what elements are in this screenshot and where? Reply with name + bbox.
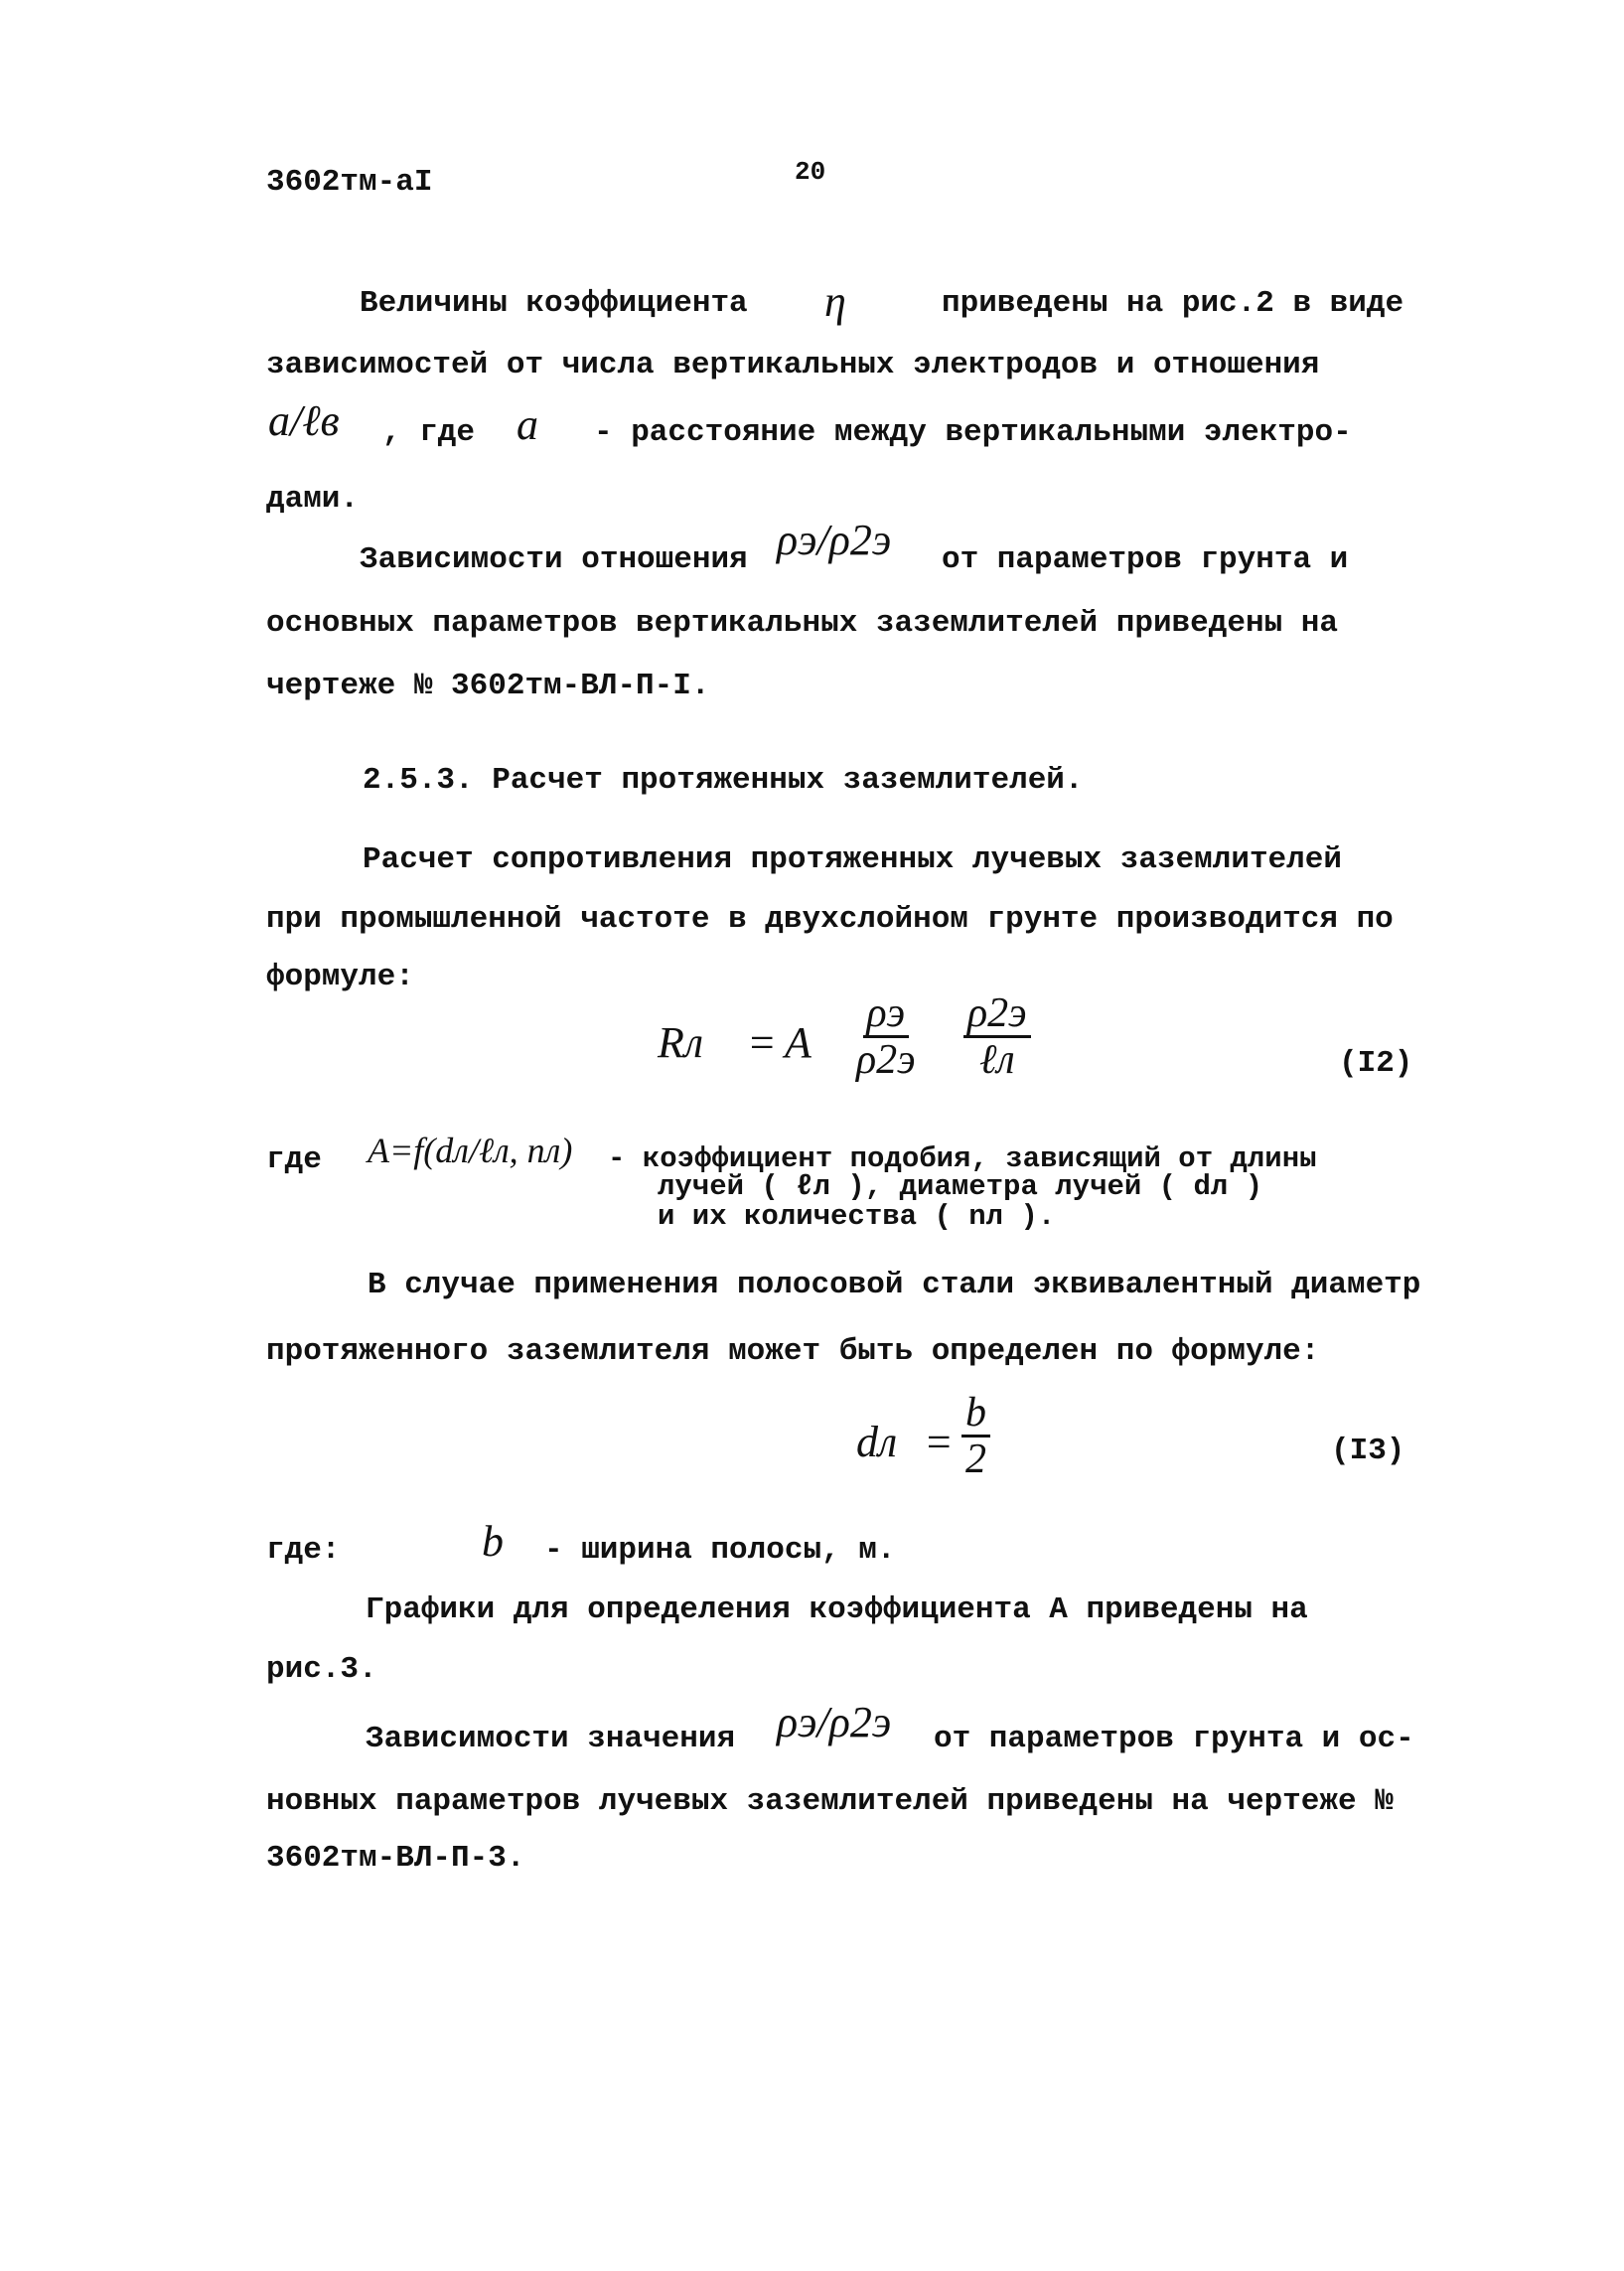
text-line: приведены на рис.2 в виде: [942, 286, 1404, 321]
text-line: от параметров грунта и ос-: [934, 1722, 1414, 1756]
text-line: от параметров грунта и: [942, 542, 1349, 577]
where-label: где:: [266, 1533, 341, 1568]
fraction-b-2: [961, 1391, 990, 1481]
numerator: ρэ: [863, 991, 910, 1038]
denominator: 2: [965, 1437, 986, 1483]
eta-symbol: η: [824, 277, 846, 326]
text-line: В случае применения полосовой стали эквивалентный диаметр: [368, 1268, 1421, 1302]
document-code: 3602тм-аI: [266, 165, 433, 200]
formula-coefficient-a: A: [785, 1018, 812, 1067]
rho-2e: ρ2э: [828, 516, 892, 564]
text-line: Графики для определения коэффициента А приведены на: [366, 1592, 1308, 1627]
numerator: b: [961, 1391, 990, 1438]
formula-lhs: Rл: [658, 1018, 704, 1067]
text-line: Зависимости отношения: [360, 542, 748, 577]
formula-equals: =: [747, 1018, 777, 1067]
fraction-rho: [856, 991, 916, 1082]
text-line: - расстояние между вертикальными электро-: [594, 415, 1352, 450]
text-line: Величины коэффициента: [360, 286, 748, 321]
rho-2e: ρ2э: [828, 1698, 892, 1746]
a-over-lv-symbol: a/ℓв: [268, 396, 340, 445]
text-line: протяженного заземлителя может быть определен по формуле:: [266, 1334, 1320, 1369]
text-line: Зависимости значения: [366, 1722, 736, 1756]
rho-ratio-symbol: ρэ/ρ2э: [777, 516, 892, 564]
text-line: рис.3.: [266, 1652, 377, 1687]
text-line: 3602тм-ВЛ-П-3.: [266, 1841, 525, 1876]
page-number: 20: [795, 157, 826, 187]
where-label: где: [266, 1142, 322, 1177]
text-line: при промышленной частоте в двухслойном грунте производится по: [266, 902, 1394, 937]
text-line: , где: [382, 415, 476, 450]
numerator: ρ2э: [963, 991, 1031, 1038]
denominator: ℓл: [978, 1037, 1015, 1084]
rho-ratio-symbol: ρэ/ρ2э: [777, 1698, 892, 1746]
text-line: основных параметров вертикальных заземлителей приведены на: [266, 606, 1338, 641]
text-line: лучей ( ℓл ), диаметра лучей ( dл ): [658, 1170, 1263, 1203]
text-line: зависимостей от числа вертикальных электродов и отношения: [266, 348, 1320, 382]
b-symbol: b: [482, 1517, 504, 1566]
a-symbol: a: [517, 400, 538, 449]
equation-number: (I2): [1339, 1046, 1413, 1081]
denominator: ρ2э: [856, 1037, 916, 1084]
text-line: Расчет сопротивления протяженных лучевых заземлителей: [363, 842, 1342, 877]
rho-e: ρэ: [777, 516, 817, 564]
text-line: - коэффициент подобия, зависящий от длины: [608, 1142, 1317, 1175]
text-line: новных параметров лучевых заземлителей приведены на чертеже №: [266, 1784, 1394, 1819]
text-line: формуле:: [266, 960, 414, 994]
section-heading: 2.5.3. Расчет протяженных заземлителей.: [363, 763, 1084, 798]
formula-lhs: dл: [856, 1418, 898, 1466]
text-line: и их количества ( nл ).: [658, 1200, 1056, 1233]
a-function-expr: A=f(dл/ℓл, nл): [368, 1131, 573, 1170]
formula-equals: =: [924, 1418, 954, 1466]
equation-number: (I3): [1331, 1434, 1405, 1468]
text-line: дами.: [266, 482, 360, 517]
text-line: - ширина полосы, м.: [544, 1533, 896, 1568]
fraction-rho-length: [963, 991, 1031, 1082]
text-line: чертеже № 3602тм-ВЛ-П-I.: [266, 669, 710, 703]
rho-e: ρэ: [777, 1698, 817, 1746]
